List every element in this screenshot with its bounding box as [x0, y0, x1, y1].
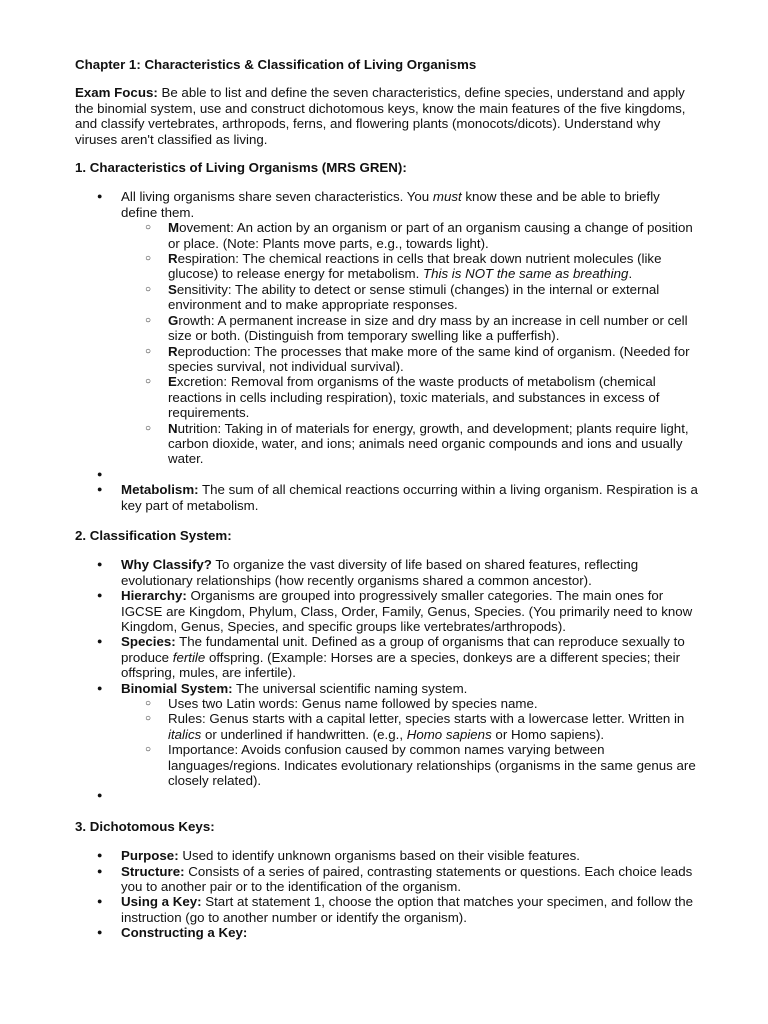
mrs-gren-sensitivity: ○ Sensitivity: The ability to detect or sense stimuli (changes) in the internal or external environment and to make appropriate responses. — [121, 282, 698, 313]
list-item-constructing-key: ● Constructing a Key: — [75, 925, 698, 940]
list-item: ● All living organisms share seven characteristics. You must know these and be able to briefly define them. ○ Movement: An action by an organism or part of an organism causing a change of position or place. (Note: Plants move parts, e.g., towards light). ○ Respiration: The chemical reactions in cells that break down nutrient molecules (like glucose) to release energy for metabolism. This is NOT the same as breathing. ○ Sensitivity: The ability to detect or sense stimuli (changes) in the internal or external environment and to make appropriate responses. ○ Growth: A permanent increase in size and dry mass by an increase in cell number or cell size or both. (Distinguish from temporary swelling like a pufferfish). ○ Reproduction: The processes that make more of the same kind of organism. (Needed for species survival, not individual survival). ○ Excretion: Removal from organisms of the waste products of metabolism (chemical reactions in cells including respiration), toxic materials, and substances in excess of requirements. ○ Nutrition: Taking in of materials for energy, growth, and development; plants require light, carbon dioxide, water, and ions; animals need organic compounds and ions and usually water. — [75, 189, 698, 466]
mrs-gren-nutrition: ○ Nutrition: Taking in of materials for energy, growth, and development; plants require light, carbon dioxide, water, and ions; animals need organic compounds and ions and usually water. — [121, 421, 698, 467]
mrs-gren-growth: ○ Growth: A permanent increase in size and dry mass by an increase in cell number or cell size or both. (Distinguish from temporary swelling like a pufferfish). — [121, 313, 698, 344]
list-item-purpose: ● Purpose: Used to identify unknown organisms based on their visible features. — [75, 848, 698, 863]
section3-list — [75, 848, 698, 940]
list-item-binomial: ● Binomial System: The universal scientific naming system. ○ Uses two Latin words: Genus name followed by species name. ○ Rules: Genus starts with a capital letter, species starts with a lowercase letter. Written in italics or underlined if handwritten. (e.g., Homo sapiens or Homo sapiens). ○ Importance: Avoids confusion caused by common names varying between languages/regions. Indicates evolutionary relationships (organisms in the same genus are closely related). — [75, 681, 698, 789]
exam-focus — [75, 85, 698, 147]
exam-focus-label: Exam Focus: — [75, 85, 158, 101]
mrs-gren-list — [121, 220, 698, 467]
binomial-importance: ○ Importance: Avoids confusion caused by common names varying between languages/regions. Indicates evolutionary relationships (organisms in the same genus are closely related). — [121, 742, 698, 788]
section3-heading: 3. Dichotomous Keys: — [75, 818, 215, 834]
empty-list-item — [75, 467, 698, 482]
section2-list — [75, 557, 698, 803]
mrs-gren-excretion: ○ Excretion: Removal from organisms of the waste products of metabolism (chemical reactions in cells including respiration), toxic materials, and substances in excess of requirements. — [121, 374, 698, 420]
section2-heading: 2. Classification System: — [75, 527, 232, 543]
list-item-using-key: ● Using a Key: Start at statement 1, choose the option that matches your specimen, and follow the instruction (go to another number or identify the organism). — [75, 894, 698, 925]
mrs-gren-reproduction: ○ Reproduction: The processes that make more of the same kind of organism. (Needed for species survival, not individual survival). — [121, 344, 698, 375]
exam-focus-text: Be able to list and define the seven characteristics, define species, understand and apply the binomial system, use and construct dichotomous keys, know the main features of the five kingdoms, and classify vertebrates, arthropods, ferns, and flowering plants (monocots/dicots). Understand why viruses aren't classified as living. — [75, 85, 686, 147]
section1-heading: 1. Characteristics of Living Organisms (MRS GREN): — [75, 160, 407, 176]
list-item-metabolism: ● Metabolism: The sum of all chemical reactions occurring within a living organism. Respiration is a key part of metabolism. — [75, 482, 698, 513]
mrs-gren-movement: ○ Movement: An action by an organism or part of an organism causing a change of position or place. (Note: Plants move parts, e.g., towards light). — [121, 220, 698, 251]
section1-list — [75, 189, 698, 513]
list-item-why-classify: ● Why Classify? To organize the vast diversity of life based on shared features, reflecting evolutionary relationships (how recently organisms shared a common ancestor). — [75, 557, 698, 588]
binomial-latin-words: ○ Uses two Latin words: Genus name followed by species name. — [121, 696, 698, 711]
mrs-gren-respiration: ○ Respiration: The chemical reactions in cells that break down nutrient molecules (like glucose) to release energy for metabolism. This is NOT the same as breathing. — [121, 251, 698, 282]
list-item-structure: ● Structure: Consists of a series of paired, contrasting statements or questions. Each choice leads you to another pair or to the identification of the organism. — [75, 864, 698, 895]
list-item-hierarchy: ● Hierarchy: Organisms are grouped into progressively smaller categories. The main ones for IGCSE are Kingdom, Phylum, Class, Order, Family, Genus, Species. (You primarily need to know Kingdom, Genus, Species, and specific groups like vertebrates/arthropods). — [75, 588, 698, 634]
list-item-species: ● Species: The fundamental unit. Defined as a group of organisms that can reproduce sexually to produce fertile offspring. (Example: Horses are a species, donkeys are a different species; their offspring, mules, are infertile). — [75, 634, 698, 680]
empty-list-item — [75, 788, 698, 803]
binomial-sublist — [121, 696, 698, 788]
binomial-rules: ○ Rules: Genus starts with a capital letter, species starts with a lowercase letter. Written in italics or underlined if handwritten. (e.g., Homo sapiens or Homo sapiens). — [121, 711, 698, 742]
document-title: Chapter 1: Characteristics & Classification of Living Organisms — [75, 57, 477, 72]
